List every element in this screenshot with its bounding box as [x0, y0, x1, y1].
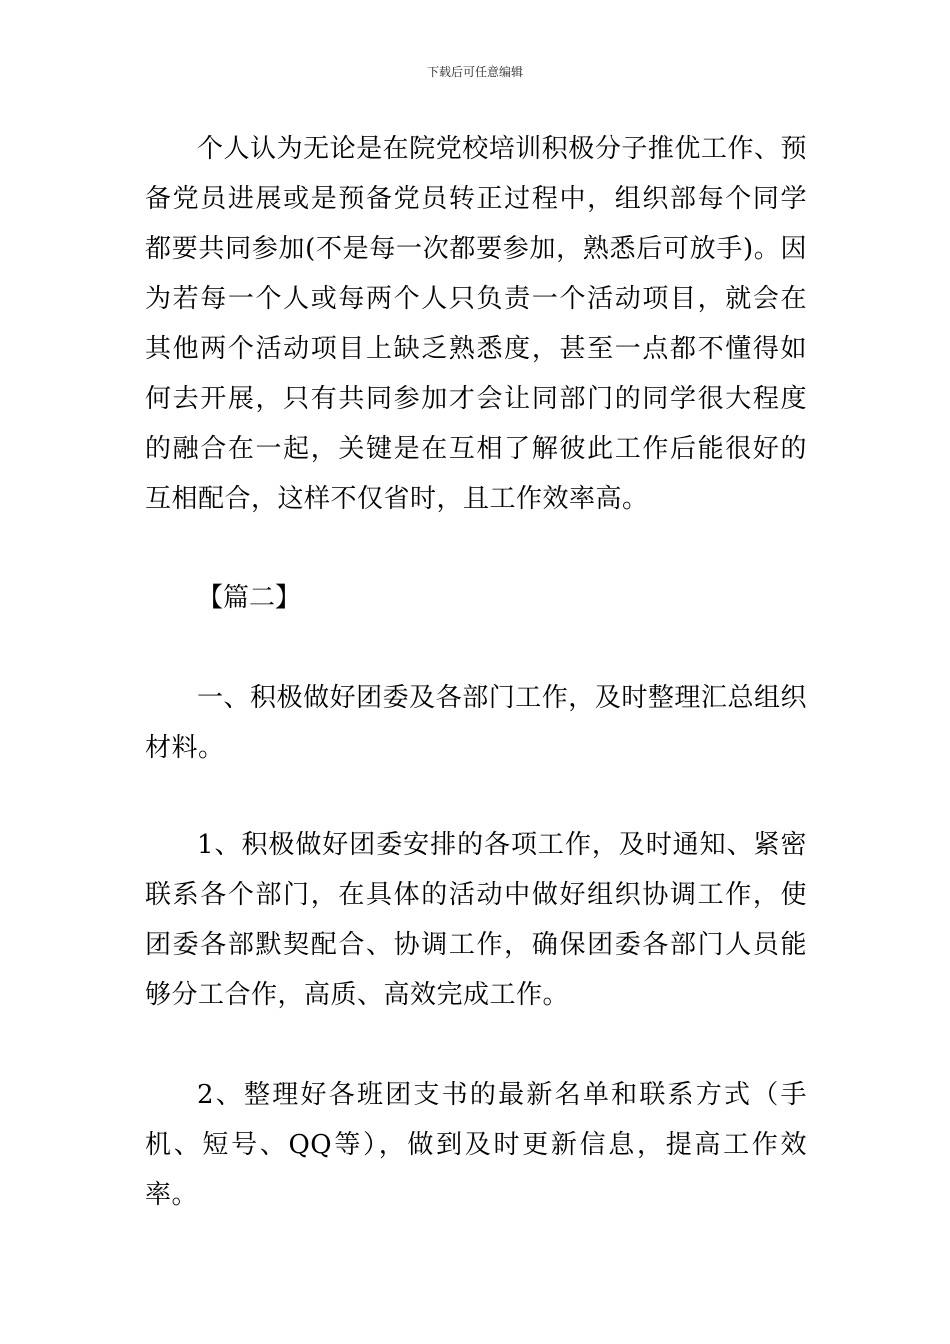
paragraph-3: 1、积极做好团委安排的各项工作，及时通知、紧密联系各个部门，在具体的活动中做好组织协调工作，使团委各部默契配合、协调工作，确保团委各部门人员能够分工合作，高质、高效完成工作。	[145, 830, 807, 1010]
section-heading: 【篇二】	[197, 583, 302, 613]
header-note: 下载后可任意编辑	[426, 65, 523, 79]
paragraph-4: 2、整理好各班团支书的最新名单和联系方式（手机、短号、QQ等），做到及时更新信息，提高工作效率。	[145, 1080, 807, 1210]
paragraph-2: 一、积极做好团委及各部门工作，及时整理汇总组织材料。	[145, 683, 807, 763]
paragraph-1: 个人认为无论是在院党校培训积极分子推优工作、预备党员进展或是预备党员转正过程中，组织部每个同学都要共同参加(不是每一次都要参加，熟悉后可放手)。因为若每一个人或每两个人只负责一个活动项目，就会在其他两个活动项目上缺乏熟悉度，甚至一点都不懂得如何去开展，只有共同参加才会让同部门的同学很大程度的融合在一起，关键是在互相了解彼此工作后能很好的互相配合，这样不仅省时，且工作效率高。	[145, 134, 807, 514]
